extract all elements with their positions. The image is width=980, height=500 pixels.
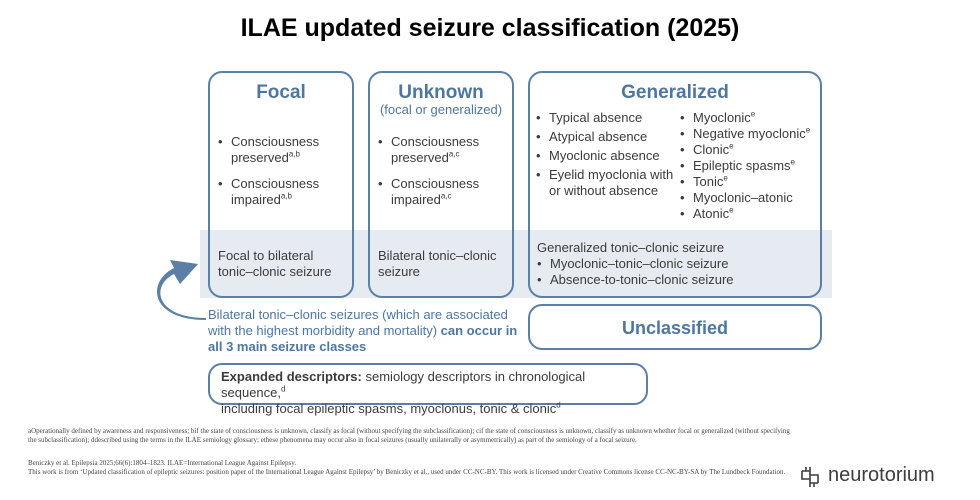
generalized-band-list xyxy=(537,256,817,288)
list-item: • Epileptic spasms$^e$ xyxy=(680,158,822,174)
brand-name: neurotorium xyxy=(828,464,935,486)
unknown-box xyxy=(368,71,514,298)
list-item: • Consciousness preserved$^{a,b}$ xyxy=(218,134,346,166)
list-item: • Atypical absence xyxy=(536,129,674,145)
list-item: • Tonic$^e$ xyxy=(680,174,822,190)
list-item: • Eyelid myoclonia with or without absence xyxy=(536,167,674,199)
bilateral-note: Bilateral tonic–clonic seizures (which are associated with the highest morbidity and mortality) can occur in all 3 main seizure classes xyxy=(208,307,518,354)
unclassified-box xyxy=(528,304,822,350)
generalized-left-list xyxy=(536,110,674,202)
list-item: • Consciousness preserved$^{a,c}$ xyxy=(378,134,506,166)
list-item: • Myoclonic$^e$ xyxy=(680,110,822,126)
neurotorium-logo xyxy=(798,463,938,491)
curved-arrow-icon xyxy=(144,248,214,324)
descriptors-text: Expanded descriptors: semiology descriptors in chronological sequence,$^d$ including focal epileptic spasms, myoclonus, tonic & clonic$^d$ xyxy=(221,369,586,416)
focal-band-text: Focal to bilateral tonic–clonic seizure xyxy=(218,248,332,279)
list-item: • Negative myoclonic$^e$ xyxy=(680,126,822,142)
neurotorium-logo-icon xyxy=(798,465,822,489)
unknown-band-text: Bilateral tonic–clonic seizure xyxy=(378,248,497,279)
list-item: • Consciousness impaired$^{a,b}$ xyxy=(218,176,346,208)
list-item: • Myoclonic–atonic xyxy=(680,190,822,206)
footnote-license: This work is from ‘Updated classification of epileptic seizures: position paper of the International League Against Epilepsy’ by Beniczky et al., used under CC-NC-BY. This work is licensed under Creative Commons license CC-NC-BY-SA by The Lundbeck Foundation. xyxy=(28,468,786,476)
generalized-box xyxy=(528,71,822,298)
page-title: ILAE updated seizure classification (2025) xyxy=(240,14,740,42)
list-item: • Consciousness impaired$^{a,c}$ xyxy=(378,176,506,208)
list-item: • Clonic$^e$ xyxy=(680,142,822,158)
focal-box xyxy=(208,71,354,298)
unclassified-label: Unclassified xyxy=(621,318,729,338)
focal-list xyxy=(218,134,346,218)
unknown-subtitle: (focal or generalized) xyxy=(379,102,503,117)
list-item: • Absence-to-tonic–clonic seizure xyxy=(537,272,817,288)
unknown-list xyxy=(378,134,506,218)
unknown-title: Unknown xyxy=(398,82,484,103)
footnote-citation: Beniczky et al. Epilepsia 2025;66(6):1804–1823. ILAE=International League Against Epilepsy. xyxy=(28,459,297,467)
list-item: • Myoclonic absence xyxy=(536,148,674,164)
list-item: • Typical absence xyxy=(536,110,674,126)
list-item: • Myoclonic–tonic–clonic seizure xyxy=(537,256,817,272)
focal-title: Focal xyxy=(256,82,306,103)
generalized-right-list xyxy=(680,110,822,222)
generalized-band-title: Generalized tonic–clonic seizure xyxy=(537,240,725,255)
descriptors-box xyxy=(208,363,648,416)
list-item: • Atonic$^e$ xyxy=(680,206,822,222)
footnote-definitions: aOperationally defined by awareness and responsiveness; bif the state of consciousness is unknown, classify as focal (without specifying the subclassification); cif the state of consciousness is unknown, classify as unknown whether focal or generalized (without specifying the subclassification); ddescribed using the terms in the ILAE semiology glossary; ethese phenomena may occur also in focal seizures (usually unilaterally or asymmetrically) as part of the semiology of a focal seizure. xyxy=(28,427,790,444)
generalized-title: Generalized xyxy=(621,82,729,103)
